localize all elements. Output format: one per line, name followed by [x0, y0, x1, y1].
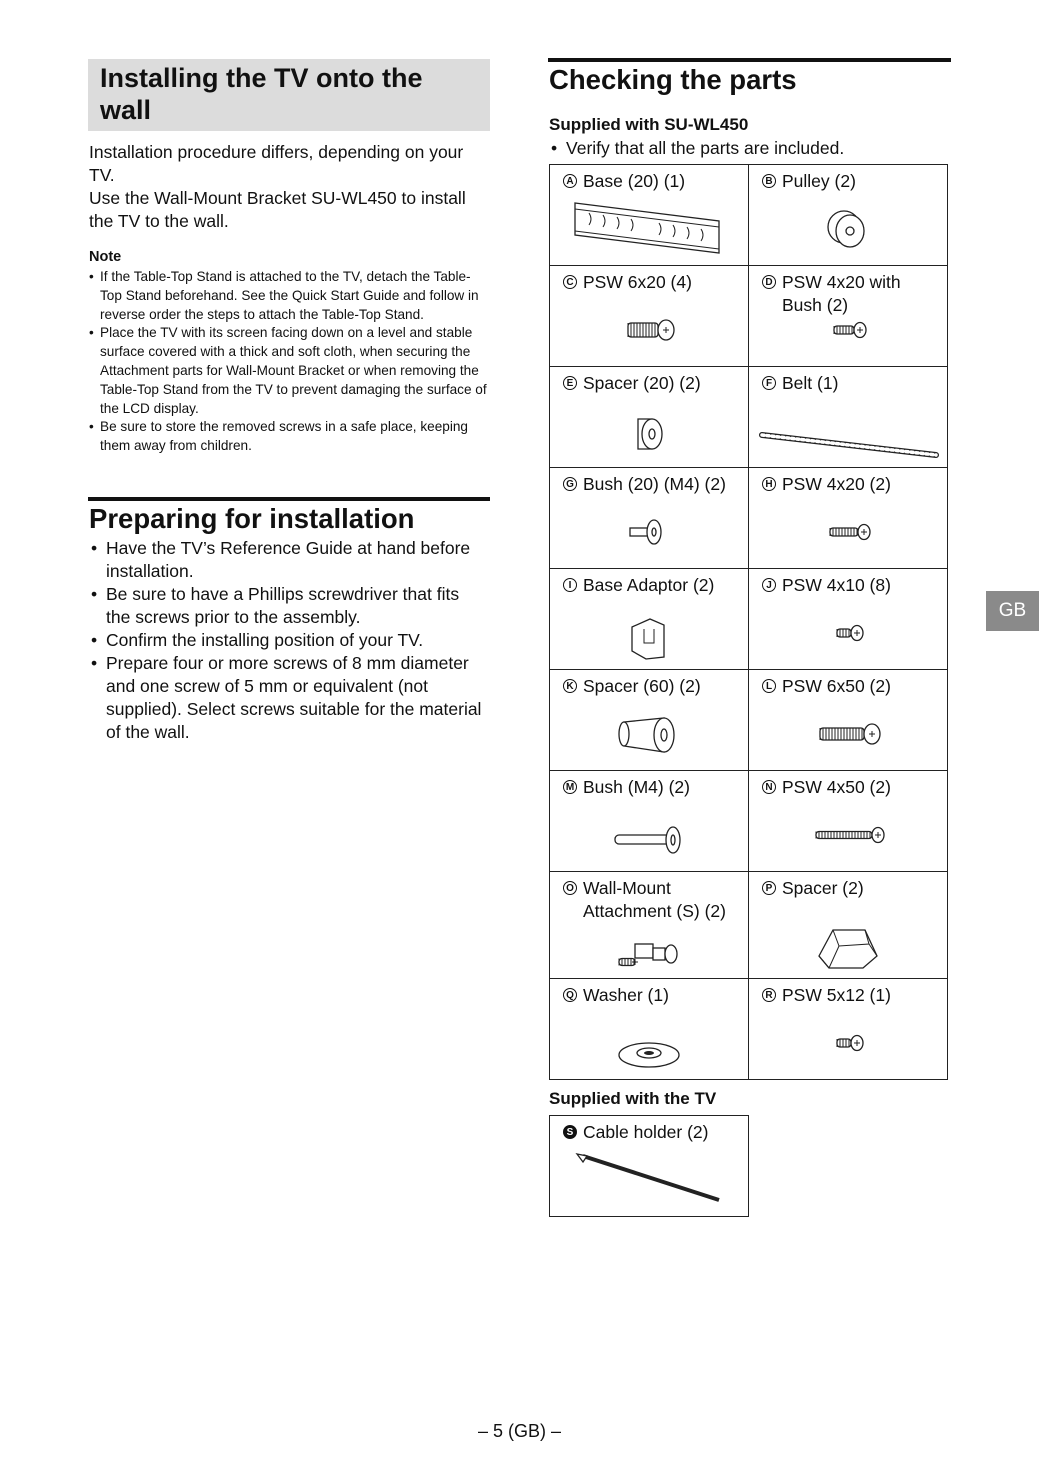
part-name: Cable holder (2) — [583, 1122, 709, 1142]
circled-letter-i-icon: I — [563, 578, 577, 592]
note-title: Note — [89, 249, 122, 265]
part-name: PSW 6x20 (4) — [583, 272, 692, 292]
part-cell — [550, 468, 749, 569]
circled-letter-q-icon: Q — [563, 988, 577, 1002]
part-name: Spacer (2) — [782, 878, 864, 898]
part-name: Spacer (20) (2) — [583, 373, 701, 393]
part-name: PSW 4x10 (8) — [782, 575, 891, 595]
attachment-icon — [550, 932, 748, 972]
part-cell — [550, 872, 749, 979]
part-cell — [749, 367, 948, 468]
part-cell — [749, 771, 948, 872]
part-name: Base (20) (1) — [583, 171, 686, 191]
parts-row — [550, 771, 948, 872]
parts-row — [550, 1116, 749, 1217]
circled-letter-a-icon: A — [563, 174, 577, 188]
part-label — [749, 771, 947, 799]
part-name: Wall-Mount Attachment (S) (2) — [583, 878, 726, 921]
part-name: Pulley (2) — [782, 171, 856, 191]
part-cell — [550, 1116, 749, 1217]
circled-letter-b-icon: B — [762, 174, 776, 188]
part-label — [550, 872, 748, 923]
spacer-long-icon — [550, 704, 748, 764]
circled-letter-n-icon: N — [762, 780, 776, 794]
part-label — [550, 468, 748, 496]
part-label — [550, 670, 748, 698]
circled-letter-k-icon: K — [563, 679, 577, 693]
part-label — [749, 569, 947, 597]
parts-row — [550, 979, 948, 1080]
prep-item: • Have the TV’s Reference Guide at hand before installation. — [89, 537, 484, 583]
part-cell — [749, 670, 948, 771]
note-item: • If the Table-Top Stand is attached to the TV, detach the Table-Top Stand beforehand. See the Quick Start Guide and follow in reverse order the steps to attach the Table-Top Stand. — [89, 268, 489, 324]
part-name: Belt (1) — [782, 373, 839, 393]
cable-holder-icon — [550, 1150, 748, 1210]
part-cell — [749, 569, 948, 670]
prep-item: • Confirm the installing position of your TV. — [89, 629, 484, 652]
circled-letter-j-icon: J — [762, 578, 776, 592]
screw-bush-icon — [749, 300, 947, 360]
bush-long-icon — [550, 815, 748, 865]
part-label — [550, 1116, 748, 1144]
verify-list — [549, 137, 949, 160]
install-title: Installing the TV onto the wall — [88, 59, 490, 131]
part-label — [550, 569, 748, 597]
tv-parts-table — [549, 1115, 749, 1217]
prep-item: • Be sure to have a Phillips screwdriver that fits the screws prior to the assembly. — [89, 583, 484, 629]
adaptor-icon — [550, 613, 748, 663]
part-label — [550, 771, 748, 799]
part-name: Base Adaptor (2) — [583, 575, 715, 595]
circled-letter-e-icon: E — [563, 376, 577, 390]
screw-small-icon — [749, 603, 947, 663]
part-name: PSW 5x12 (1) — [782, 985, 891, 1005]
part-name: PSW 4x50 (2) — [782, 777, 891, 797]
spacer-short-icon — [550, 401, 748, 461]
screw-thin-icon — [749, 805, 947, 865]
part-cell — [550, 771, 749, 872]
part-label — [749, 670, 947, 698]
circled-letter-h-icon: H — [762, 477, 776, 491]
prep-item: • Prepare four or more screws of 8 mm diameter and one screw of 5 mm or equivalent (not supplied). Select screws suitable for the material of the wall. — [89, 652, 484, 744]
part-name: PSW 4x20 with Bush (2) — [782, 272, 901, 315]
part-label — [749, 468, 947, 496]
part-label — [550, 165, 748, 193]
part-name: Bush (20) (M4) (2) — [583, 474, 726, 494]
bush-short-icon — [550, 502, 748, 562]
screw-small-icon — [749, 1013, 947, 1073]
prep-list — [89, 537, 484, 744]
note-list — [89, 268, 489, 456]
section-rule — [88, 497, 490, 501]
install-intro — [89, 141, 489, 233]
part-cell — [749, 266, 948, 367]
circled-letter-s-icon: S — [563, 1125, 577, 1139]
part-name: PSW 4x20 (2) — [782, 474, 891, 494]
part-label — [550, 979, 748, 1007]
part-name: PSW 6x50 (2) — [782, 676, 891, 696]
part-cell — [749, 872, 948, 979]
part-label — [749, 872, 947, 900]
screw-medium-icon — [749, 502, 947, 562]
circled-letter-l-icon: L — [762, 679, 776, 693]
part-name: Spacer (60) (2) — [583, 676, 701, 696]
block-icon — [749, 922, 947, 972]
note-item: • Be sure to store the removed screws in a safe place, keeping them away from children. — [89, 418, 489, 456]
circled-letter-c-icon: C — [563, 275, 577, 289]
verify-item: • Verify that all the parts are included. — [549, 137, 949, 160]
part-cell — [550, 266, 749, 367]
install-paragraph: Use the Wall-Mount Bracket SU-WL450 to install the TV to the wall. — [89, 188, 466, 231]
circled-letter-m-icon: M — [563, 780, 577, 794]
parts-row — [550, 367, 948, 468]
supplied-bracket-heading: Supplied with SU-WL450 — [549, 115, 749, 134]
parts-row — [550, 670, 948, 771]
part-label — [749, 165, 947, 193]
parts-row — [550, 468, 948, 569]
prep-title: Preparing for installation — [89, 503, 415, 534]
part-cell — [550, 670, 749, 771]
note-item: • Place the TV with its screen facing down on a level and stable surface covered with a thick and soft cloth, when securing the Attachment parts for Wall-Mount Bracket or when removing the Table-Top Stand from the TV to prevent damaging the surface of the LCD display. — [89, 324, 489, 418]
section-rule — [548, 58, 951, 62]
part-label — [749, 979, 947, 1007]
supplied-tv-heading: Supplied with the TV — [549, 1089, 717, 1108]
part-name: Washer (1) — [583, 985, 669, 1005]
parts-row — [550, 569, 948, 670]
part-cell — [550, 569, 749, 670]
part-label — [749, 367, 947, 395]
circled-letter-g-icon: G — [563, 477, 577, 491]
part-cell — [550, 367, 749, 468]
circled-letter-p-icon: P — [762, 881, 776, 895]
language-tab: GB — [986, 591, 1039, 631]
part-cell — [749, 165, 948, 266]
circled-letter-d-icon: D — [762, 275, 776, 289]
circled-letter-o-icon: O — [563, 881, 577, 895]
circled-letter-r-icon: R — [762, 988, 776, 1002]
parts-row — [550, 165, 948, 266]
parts-row — [550, 266, 948, 367]
circled-letter-f-icon: F — [762, 376, 776, 390]
part-cell — [749, 979, 948, 1080]
part-label — [550, 367, 748, 395]
parts-row — [550, 872, 948, 979]
bracket-icon — [550, 195, 748, 259]
washer-icon — [550, 1033, 748, 1073]
part-cell — [550, 165, 749, 266]
pulley-icon — [749, 199, 947, 259]
parts-title: Checking the parts — [549, 64, 797, 95]
install-paragraph: Installation procedure differs, depending on your TV. — [89, 142, 464, 185]
page-number: – 5 (GB) – — [477, 1421, 562, 1441]
screw-large-icon — [550, 300, 748, 360]
part-cell — [550, 979, 749, 1080]
belt-icon — [749, 421, 947, 461]
part-name: Bush (M4) (2) — [583, 777, 690, 797]
parts-table — [549, 164, 948, 1080]
part-label — [550, 266, 748, 294]
part-cell — [749, 468, 948, 569]
screw-long-icon — [749, 704, 947, 764]
